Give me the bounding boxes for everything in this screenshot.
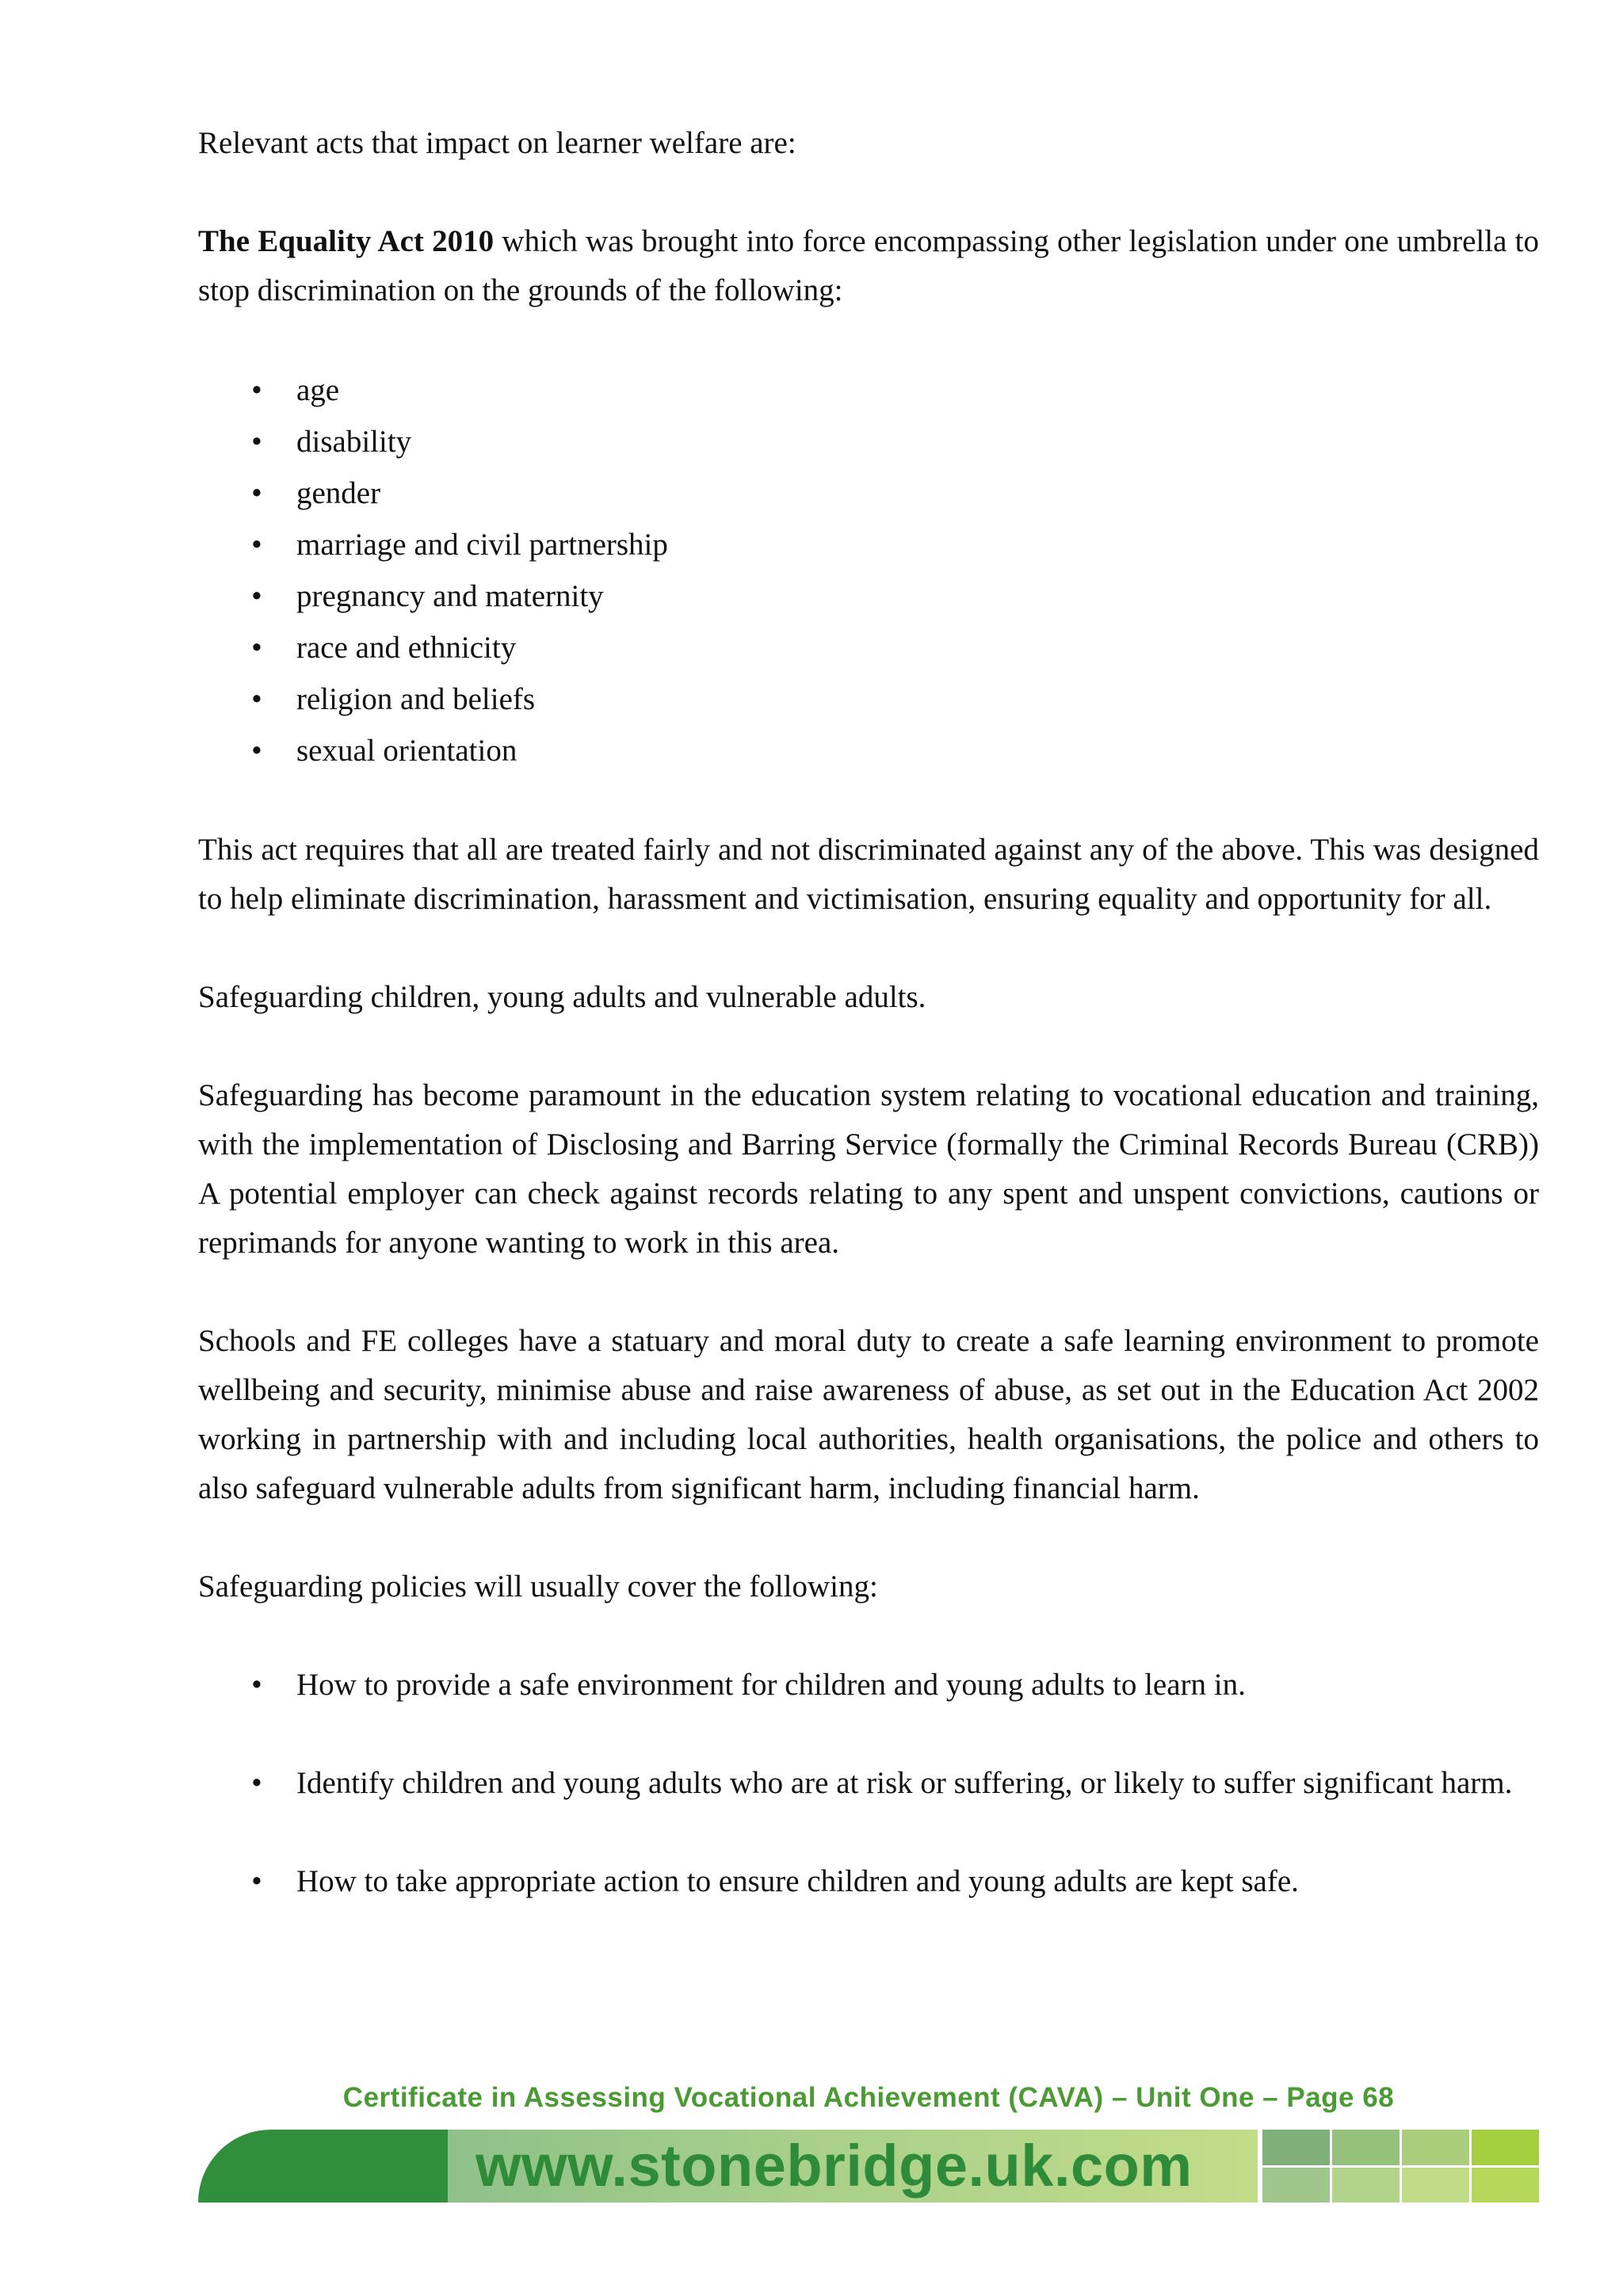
list-item: • gender: [198, 467, 1539, 519]
safeguarding-paramount-paragraph: Safeguarding has become paramount in the education system relating to vocational education and training, with the implementation of Disclosing and Barring Service (formally the Criminal Records Bureau (CRB)) A potential employer can check against records relating to any spent and unspent convictions, cautions or reprimands for anyone wanting to work in this area.: [198, 1078, 1539, 1260]
banner-tile: [1262, 2130, 1330, 2165]
list-item: • religion and beliefs: [198, 673, 1539, 725]
bullet-icon: •: [251, 1864, 262, 1898]
website-url: www.stonebridge.uk.com: [475, 2133, 1193, 2199]
list-item: • How to provide a safe environment for children and young adults to learn in.: [198, 1661, 1539, 1710]
footer-caption: Certificate in Assessing Vocational Achievement (CAVA) – Unit One – Page 68: [342, 2082, 1395, 2113]
bullet-icon: •: [251, 528, 262, 562]
equality-act-paragraph: [198, 217, 1539, 315]
list-item: • race and ethnicity: [198, 622, 1539, 673]
banner-tile: [1402, 2168, 1469, 2203]
bullet-icon: •: [251, 682, 262, 716]
footer-banner: [198, 2130, 1539, 2203]
bullet-icon: •: [251, 579, 262, 613]
bullet-icon: •: [251, 1668, 262, 1702]
banner-tile: [1262, 2168, 1330, 2203]
list-item: • sexual orientation: [198, 725, 1539, 776]
safeguarding-heading: Safeguarding children, young adults and vulnerable adults.: [198, 980, 926, 1014]
safeguarding-policies-list: [198, 1661, 1539, 1906]
equality-act-text: which was brought into force encompassing other legislation under one umbrella to stop discrimination on the grounds of the following:: [198, 224, 1540, 307]
bullet-icon: •: [251, 476, 262, 510]
list-item: • age: [198, 364, 1539, 416]
equality-act-title: The Equality Act 2010: [198, 224, 495, 258]
banner-url-bar: [448, 2130, 1258, 2203]
policies-intro-paragraph: Safeguarding policies will usually cover the following:: [198, 1569, 878, 1604]
bullet-icon: •: [251, 425, 262, 459]
banner-tile: [1472, 2130, 1539, 2165]
bullet-icon: •: [251, 373, 262, 407]
list-item: • Identify children and young adults who are at risk or suffering, or likely to suffer significant harm.: [198, 1759, 1539, 1808]
discrimination-grounds-list: [198, 364, 1539, 776]
page-body: [198, 119, 1539, 1955]
schools-duty-paragraph: Schools and FE colleges have a statuary and moral duty to create a safe learning environment to promote wellbeing and security, minimise abuse and raise awareness of abuse, as set out in the Education Act 2002 working in partnership with and including local authorities, health organisations, the police and others to also safeguard vulnerable adults from significant harm, including financial harm.: [198, 1324, 1539, 1505]
banner-tile-grid-icon: [1258, 2130, 1539, 2203]
list-item: • pregnancy and maternity: [198, 570, 1539, 622]
list-item: • disability: [198, 416, 1539, 467]
banner-tile: [1332, 2168, 1400, 2203]
banner-tile: [1332, 2130, 1400, 2165]
act-requirements-paragraph: This act requires that all are treated fairly and not discriminated against any of the above. This was designed to help eliminate discrimination, harassment and victimisation, ensuring equality and opportunity for all.: [198, 833, 1539, 916]
bullet-icon: •: [251, 631, 262, 665]
banner-tile: [1402, 2130, 1469, 2165]
banner-tile: [1472, 2168, 1539, 2203]
list-item: • How to take appropriate action to ensure children and young adults are kept safe.: [198, 1857, 1539, 1906]
bullet-icon: •: [251, 734, 262, 768]
intro-paragraph: Relevant acts that impact on learner welfare are:: [198, 126, 796, 160]
list-item: • marriage and civil partnership: [198, 519, 1539, 570]
banner-swoosh: [198, 2130, 448, 2203]
bullet-icon: •: [251, 1766, 262, 1800]
